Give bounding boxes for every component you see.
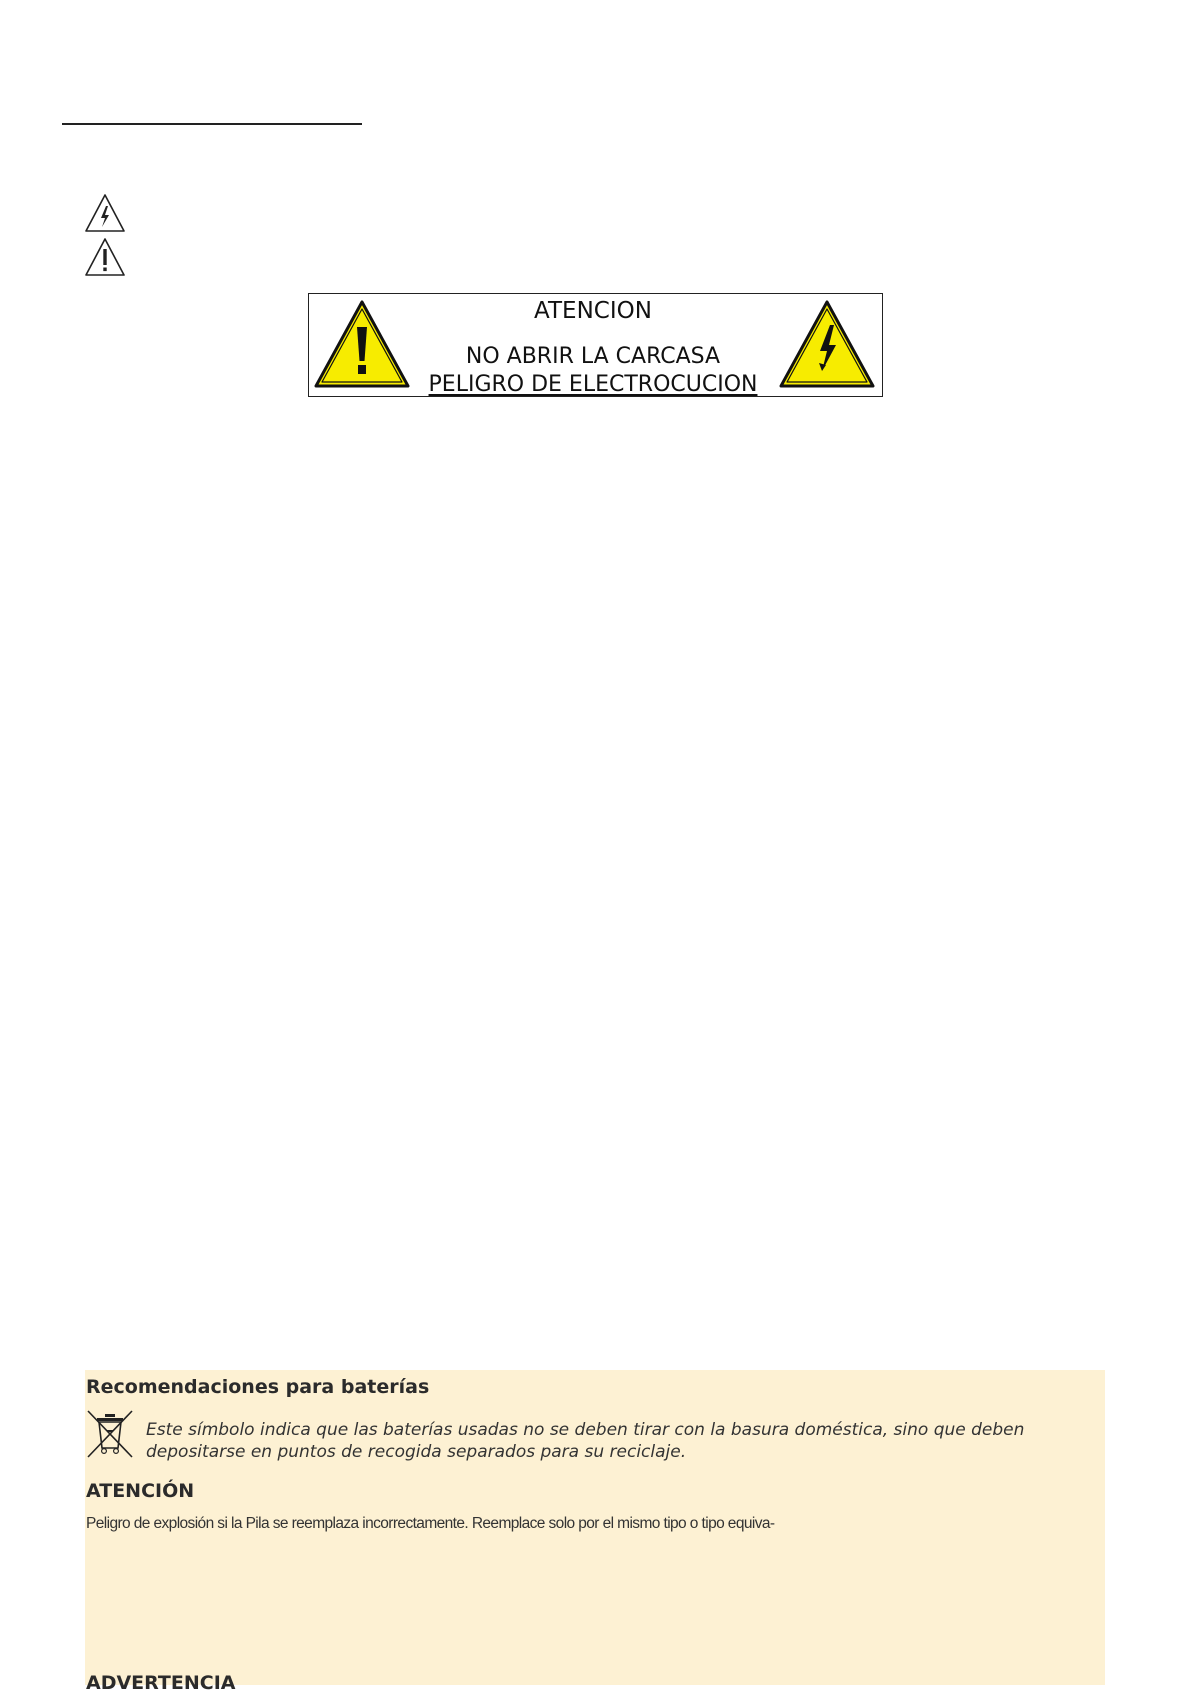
- warning-label-title: ATENCION: [534, 298, 652, 324]
- battery-section-title: Recomendaciones para baterías: [86, 1376, 430, 1398]
- warning-label: [308, 293, 883, 397]
- battery-recommendations-panel: [85, 1370, 1105, 1694]
- warning-label-line-3: PELIGRO DE ELECTROCUCION: [428, 372, 758, 397]
- crossed-bin-icon: [85, 1408, 135, 1460]
- exclamation-warning-icon: [84, 237, 126, 277]
- attention-heading: ATENCIÓN: [86, 1480, 195, 1502]
- warning-label-text: [409, 294, 777, 396]
- lightning-warning-icon: [778, 299, 876, 389]
- top-rule: [62, 123, 362, 125]
- exclamation-warning-icon: [313, 299, 411, 389]
- attention-text: Peligro de explosión si la Pila se reemplaza incorrectamente. Reemplace solo por el mismo tipo o tipo equiva-: [86, 1515, 775, 1532]
- lightning-warning-icon: [84, 193, 126, 233]
- warning-label-line-2: NO ABRIR LA CARCASA: [465, 344, 721, 369]
- battery-disposal-text: Este símbolo indica que las baterías usadas no se deben tirar con la basura doméstica, sino que deben depositarse en puntos de recogida separados para su reciclaje.: [146, 1420, 1025, 1462]
- advertencia-heading: ADVERTENCIA: [86, 1672, 236, 1694]
